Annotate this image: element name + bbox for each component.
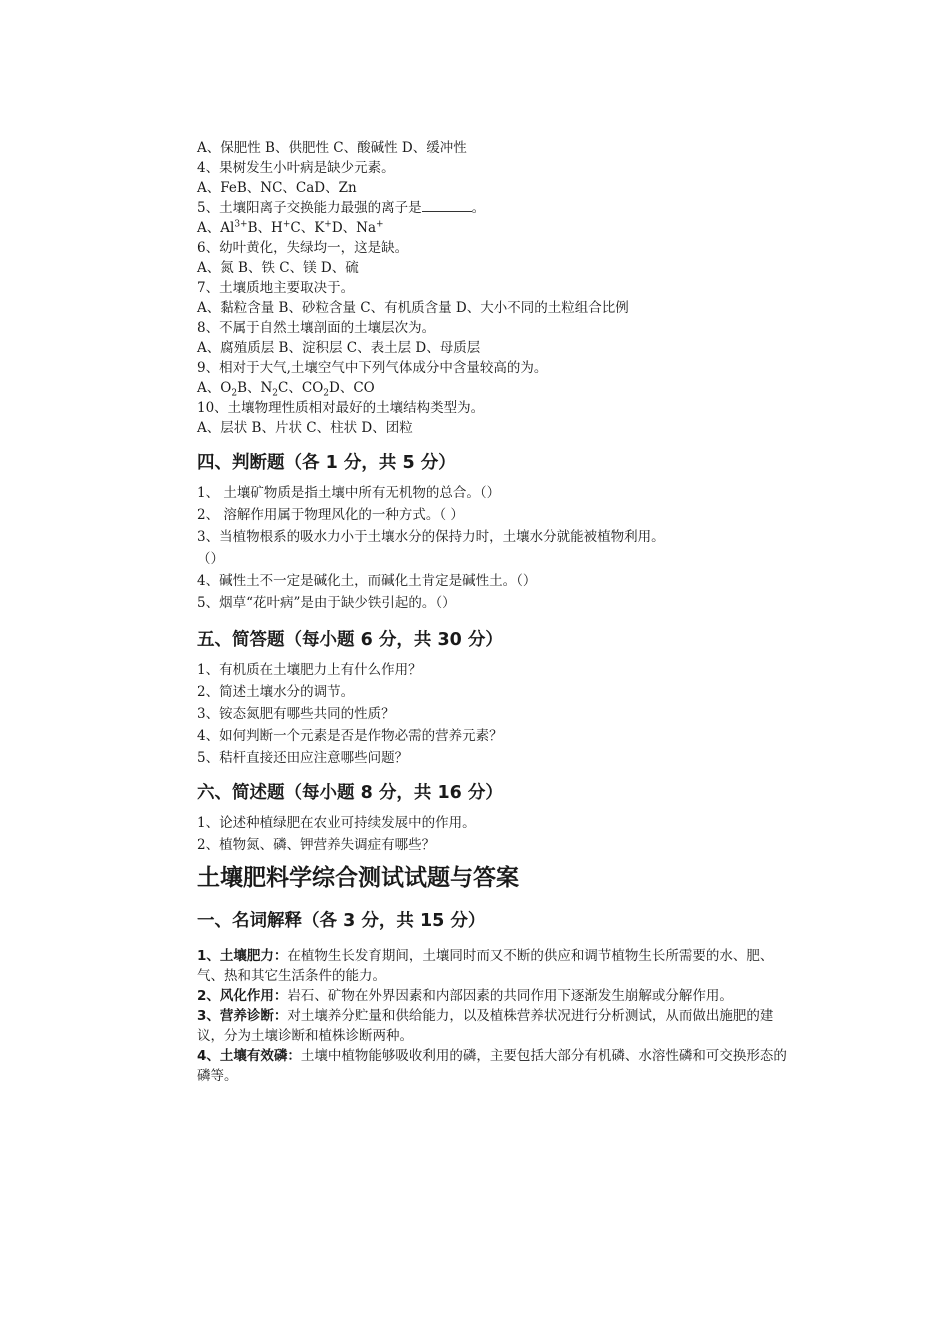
question-options: A、保肥性 B、供肥性 C、酸碱性 D、缓冲性 [197,140,467,156]
subscript: 2 [231,388,238,399]
answer-document [197,858,797,1086]
question-options: A、腐殖质层 B、淀积层 C、表土层 D、母质层 [197,340,481,356]
question-text: 6、幼叶黄化，失绿均一，这是缺。 [197,240,409,256]
definition-term: 3、营养诊断： [197,1008,288,1024]
question-text: 9、相对于大气,土壤空气中下列气体成分中含量较高的为。 [197,360,548,376]
answer-blank [422,199,472,212]
question-options: A、FeB、NC、CaD、Zn [197,180,357,196]
option-d: D、Na [331,220,377,236]
question-5-text: 5、土壤阳离子交换能力最强的离子是 [197,200,422,216]
section-title: 五、简答题（每小题 6 分，共 30 分） [197,630,503,650]
question-options: A、黏粒含量 B、砂粒含量 C、有机质含量 D、大小不同的土粒组合比例 [197,300,629,316]
definition-item [197,1046,797,1086]
section-short-answer [197,625,797,769]
option-b: B、N [237,380,273,396]
superscript: + [376,219,384,230]
superscript: + [324,219,332,230]
question-text [197,198,797,218]
section-title: 四、判断题（各 1 分，共 5 分） [197,453,456,473]
definition-item [197,1006,797,1046]
list-item: 4、碱性土不一定是碱化土，而碱化土肯定是碱性土。（） [197,573,537,589]
list-item: 3、铵态氮肥有哪些共同的性质？ [197,706,395,722]
section-judgment [197,448,797,614]
definition-term: 1、土壤肥力： [197,948,288,964]
question-options [197,218,797,238]
superscript: 3+ [234,219,248,230]
option-a: A、O [197,380,232,396]
option-b: B、H [247,220,283,236]
definition-text: 岩石、矿物在外界因素和内部因素的共同作用下逐渐发生崩解或分解作用。 [287,988,733,1004]
list-item: 5、秸杆直接还田应注意哪些问题？ [197,750,409,766]
question-5-end: 。 [471,200,486,216]
section-title: 六、简述题（每小题 8 分，共 16 分） [197,783,503,803]
option-c: C、CO [278,380,324,396]
option-d: D、CO [329,380,375,396]
definition-term: 4、土壤有效磷： [197,1048,301,1064]
subscript: 2 [323,388,329,399]
question-options: A、氮 B、铁 C、镁 D、硫 [197,260,359,276]
list-item: 1、 土壤矿物质是指土壤中所有无机物的总合。（） [197,485,501,501]
question-text: 7、土壤质地主要取决于。 [197,280,355,296]
question-text: 4、果树发生小叶病是缺少元素。 [197,160,395,176]
subscript: 2 [272,388,279,399]
definition-text: 在植物生长发育期间，土壤同时而又不断的供应和调节植物生长所需要的水、肥、气、热和其它生活条件的能力。 [197,948,774,984]
definition-text: 土壤中植物能够吸收利用的磷，主要包括大部分有机磷、水溶性磷和可交换形态的磷等。 [197,1048,787,1084]
section-title: 一、名词解释（各 3 分，共 15 分） [197,911,486,931]
list-item: （） [197,551,224,567]
list-item: 2、 溶解作用属于物理风化的一种方式。（ ） [197,507,464,523]
definition-item [197,986,797,1006]
list-item: 1、有机质在土壤肥力上有什么作用？ [197,662,422,678]
question-text: 10、土壤物理性质相对最好的土壤结构类型为。 [197,400,485,416]
list-item: 2、简述土壤水分的调节。 [197,684,355,700]
question-block [197,138,797,438]
option-c: C、K [290,220,325,236]
question-text: 8、不属于自然土壤剖面的土壤层次为。 [197,320,436,336]
question-options: A、层状 B、片状 C、柱状 D、团粒 [197,420,413,436]
option-a: A、Al [197,220,235,236]
definition-text: 对土壤养分贮量和供给能力，以及植株营养状况进行分析测试，从而做出施肥的建议，分为土壤诊断和植株诊断两种。 [197,1008,774,1044]
list-item: 3、当植物根系的吸水力小于土壤水分的保持力时，土壤水分就能被植物利用。 [197,529,665,545]
superscript: + [282,219,291,230]
list-item: 5、烟草“花叶病”是由于缺少铁引起的。（） [197,595,456,611]
list-item: 2、植物氮、磷、钾营养失调症有哪些？ [197,837,436,853]
question-options [197,378,797,398]
definition-item [197,946,797,986]
list-item: 1、论述种植绿肥在农业可持续发展中的作用。 [197,815,476,831]
definition-term: 2、风化作用： [197,988,288,1004]
page-title: 土壤肥料学综合测试试题与答案 [197,865,519,891]
section-essay [197,778,797,856]
list-item: 4、如何判断一个元素是否是作物必需的营养元素？ [197,728,503,744]
